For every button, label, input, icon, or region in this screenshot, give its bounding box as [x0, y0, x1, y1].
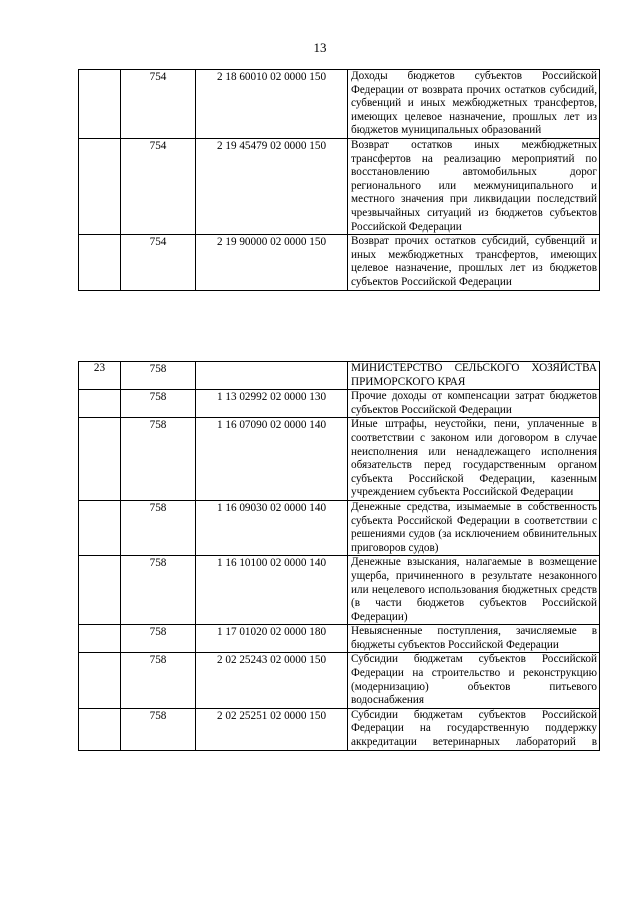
admin-code-cell: 758 — [121, 500, 196, 555]
revenue-name-cell: Субсидии бюджетам субъектов Российской Федерации на государственную поддержку аккредитации ветеринарных лабораторий в — [348, 708, 600, 750]
admin-code-cell: 754 — [121, 235, 196, 290]
table-row — [79, 70, 600, 139]
budget-code-cell: 2 02 25251 02 0000 150 — [196, 708, 348, 750]
admin-code-cell: 758 — [121, 653, 196, 708]
table-row — [79, 625, 600, 653]
table-row — [79, 362, 600, 390]
budget-code-cell: 1 16 07090 02 0000 140 — [196, 418, 348, 501]
revenue-name-cell: Невыясненные поступления, зачисляемые в бюджеты субъектов Российской Федерации — [348, 625, 600, 653]
budget-code-cell: 2 19 45479 02 0000 150 — [196, 138, 348, 234]
admin-code-cell: 758 — [121, 625, 196, 653]
admin-code-cell: 758 — [121, 362, 196, 390]
table-row — [79, 390, 600, 418]
budget-code-cell: 1 16 09030 02 0000 140 — [196, 500, 348, 555]
table-row — [79, 556, 600, 625]
budget-code-cell: 1 17 01020 02 0000 180 — [196, 625, 348, 653]
budget-code-cell: 1 13 02992 02 0000 130 — [196, 390, 348, 418]
admin-code-cell: 758 — [121, 418, 196, 501]
budget-code-cell: 2 02 25243 02 0000 150 — [196, 653, 348, 708]
table-row — [79, 138, 600, 234]
budget-code-cell — [196, 362, 348, 390]
row-number-cell — [79, 556, 121, 625]
admin-code-cell: 754 — [121, 138, 196, 234]
ministry-heading-cell: МИНИСТЕРСТВО СЕЛЬСКОГО ХОЗЯЙСТВА ПРИМОРСКОГО КРАЯ — [348, 362, 600, 390]
row-number-cell: 23 — [79, 362, 121, 390]
revenue-name-cell: Денежные средства, изымаемые в собственность субъекта Российской Федерации в соответствии с решениями судов (за исключением обвинительных приговоров судов) — [348, 500, 600, 555]
admin-code-cell: 758 — [121, 556, 196, 625]
row-number-cell — [79, 625, 121, 653]
revenue-name-cell: Прочие доходы от компенсации затрат бюджетов субъектов Российской Федерации — [348, 390, 600, 418]
budget-codes-table-top — [78, 69, 600, 291]
budget-code-cell: 1 16 10100 02 0000 140 — [196, 556, 348, 625]
revenue-name-cell: Субсидии бюджетам субъектов Российской Федерации на строительство и реконструкцию (модернизацию) объектов питьевого водоснабжения — [348, 653, 600, 708]
page-number: 13 — [313, 40, 327, 55]
row-number-cell — [79, 235, 121, 290]
row-number-cell — [79, 390, 121, 418]
admin-code-cell: 754 — [121, 70, 196, 139]
row-number-cell — [79, 418, 121, 501]
table-row — [79, 235, 600, 290]
admin-code-cell: 758 — [121, 708, 196, 750]
revenue-name-cell: Возврат остатков иных межбюджетных трансфертов на реализацию мероприятий по восстановлению автомобильных дорог регионального или межмуниципального и местного значения при ликвидации последствий чрезвычайных ситуаций из бюджетов субъектов Российской Федерации — [348, 138, 600, 234]
budget-code-cell: 2 19 90000 02 0000 150 — [196, 235, 348, 290]
admin-code-cell: 758 — [121, 390, 196, 418]
row-number-cell — [79, 70, 121, 139]
row-number-cell — [79, 500, 121, 555]
row-number-cell — [79, 708, 121, 750]
row-number-cell — [79, 138, 121, 234]
table-row — [79, 500, 600, 555]
table-row — [79, 653, 600, 708]
revenue-name-cell: Иные штрафы, неустойки, пени, уплаченные в соответствии с законом или договором в случае неисполнения или ненадлежащего исполнения обязательств перед государственным органом субъекта Российской Федерации, казенным учреждением субъекта Российской Федерации — [348, 418, 600, 501]
table-row — [79, 418, 600, 501]
revenue-name-cell: Денежные взыскания, налагаемые в возмещение ущерба, причиненного в результате незаконного или нецелевого использования бюджетных средств (в части бюджетов субъектов Российской Федерации) — [348, 556, 600, 625]
row-number-cell — [79, 653, 121, 708]
table-row — [79, 708, 600, 750]
budget-code-cell: 2 18 60010 02 0000 150 — [196, 70, 348, 139]
budget-codes-table-ministry — [78, 361, 600, 751]
revenue-name-cell: Доходы бюджетов субъектов Российской Федерации от возврата прочих остатков субсидий, субвенций и иных межбюджетных трансфертов, имеющих целевое назначение, прошлых лет из бюджетов муниципальных образований — [348, 70, 600, 139]
revenue-name-cell: Возврат прочих остатков субсидий, субвенций и иных межбюджетных трансфертов, имеющих целевое назначение, прошлых лет из бюджетов субъектов Российской Федерации — [348, 235, 600, 290]
